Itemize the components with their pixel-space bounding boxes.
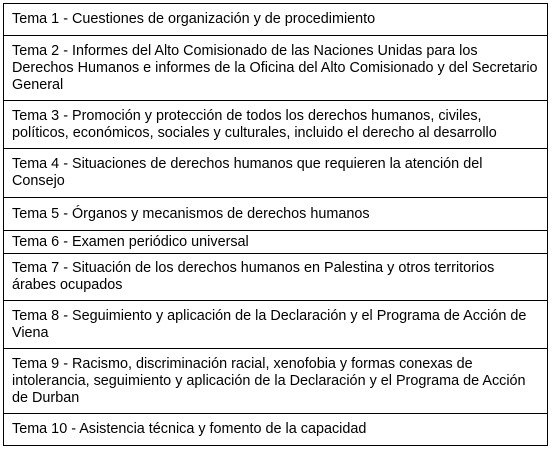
table-row bbox=[4, 414, 548, 446]
agenda-item-1: Tema 1 - Cuestiones de organización y de procedimiento bbox=[4, 4, 548, 36]
table-row bbox=[4, 36, 548, 101]
agenda-item-8: Tema 8 - Seguimiento y aplicación de la Declaración y el Programa de Acción de Viena bbox=[4, 301, 548, 349]
agenda-item-5: Tema 5 - Órganos y mecanismos de derechos humanos bbox=[4, 198, 548, 231]
table-row bbox=[4, 349, 548, 414]
table-row bbox=[4, 149, 548, 198]
agenda-item-9: Tema 9 - Racismo, discriminación racial, xenofobia y formas conexas de intolerancia, seguimiento y aplicación de la Declaración y el Programa de Acción de Durban bbox=[4, 349, 548, 414]
table-row bbox=[4, 254, 548, 301]
agenda-item-3: Tema 3 - Promoción y protección de todos los derechos humanos, civiles, políticos, económicos, sociales y culturales, incluido el derecho al desarrollo bbox=[4, 101, 548, 149]
agenda-item-6: Tema 6 - Examen periódico universal bbox=[4, 231, 548, 254]
agenda-item-2: Tema 2 - Informes del Alto Comisionado de las Naciones Unidas para los Derechos Humanos e informes de la Oficina del Alto Comisionado y del Secretario General bbox=[4, 36, 548, 101]
table-row bbox=[4, 4, 548, 36]
agenda-item-10: Tema 10 - Asistencia técnica y fomento de la capacidad bbox=[4, 414, 548, 446]
agenda-item-4: Tema 4 - Situaciones de derechos humanos que requieren la atención del Consejo bbox=[4, 149, 548, 198]
table-row bbox=[4, 101, 548, 149]
agenda-table bbox=[3, 3, 548, 446]
table-row bbox=[4, 198, 548, 231]
table-row bbox=[4, 231, 548, 254]
agenda-item-7: Tema 7 - Situación de los derechos humanos en Palestina y otros territorios árabes ocupados bbox=[4, 254, 548, 301]
table-row bbox=[4, 301, 548, 349]
